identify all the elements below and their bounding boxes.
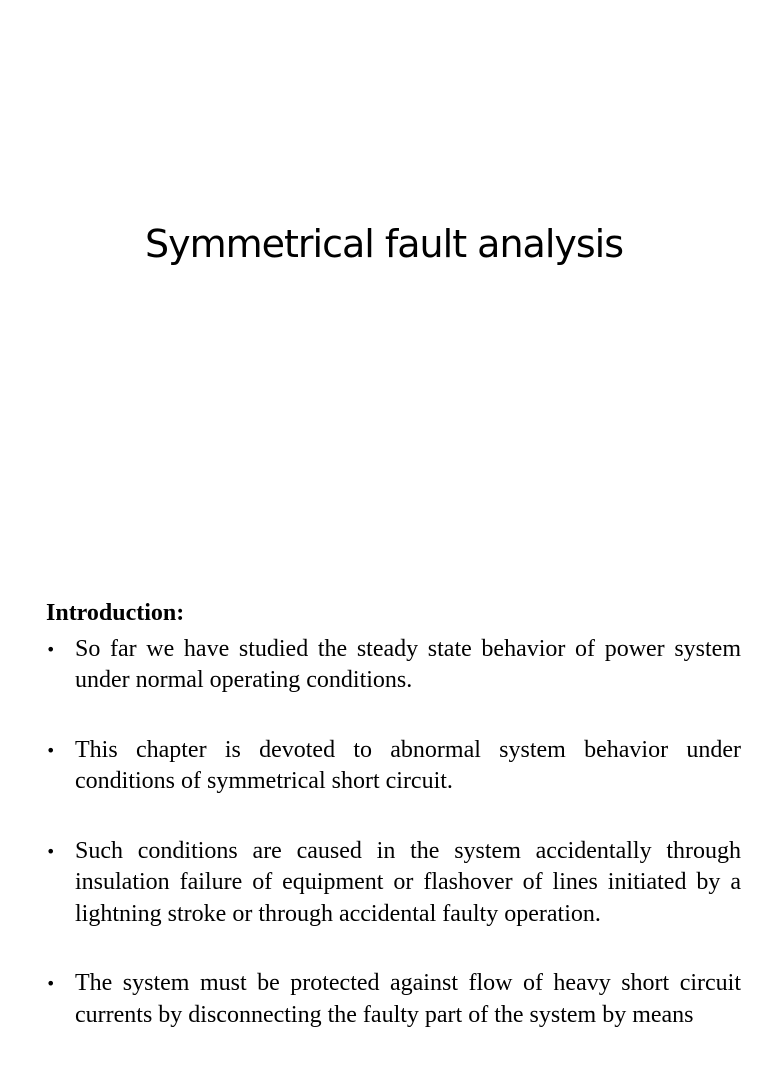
- list-item-text: This chapter is devoted to abnormal system behavior under conditions of symmetrical short circuit.: [75, 736, 741, 794]
- list-item-text: The system must be protected against flow of heavy short circuit currents by disconnecting the faulty part of the system by means: [75, 970, 741, 1028]
- list-item: [46, 836, 741, 931]
- bullet-icon: •: [46, 974, 56, 993]
- list-item: [46, 968, 741, 1031]
- bullet-icon: •: [46, 639, 56, 659]
- bullet-icon: •: [46, 740, 56, 760]
- bullet-list: [46, 634, 741, 1032]
- list-item: [46, 735, 741, 798]
- list-item-text: So far we have studied the steady state behavior of power system under normal operating conditions.: [75, 635, 741, 693]
- section-heading: Introduction:: [46, 600, 185, 626]
- list-item-text: Such conditions are caused in the system accidentally through insulation failure of equipment or flashover of lines initiated by a lightning stroke or through accidental faulty operation.: [75, 837, 741, 927]
- intro-section: [46, 598, 741, 1069]
- slide-title: Symmetrical fault analysis: [144, 222, 624, 266]
- bullet-icon: •: [46, 841, 56, 861]
- list-item: [46, 634, 741, 697]
